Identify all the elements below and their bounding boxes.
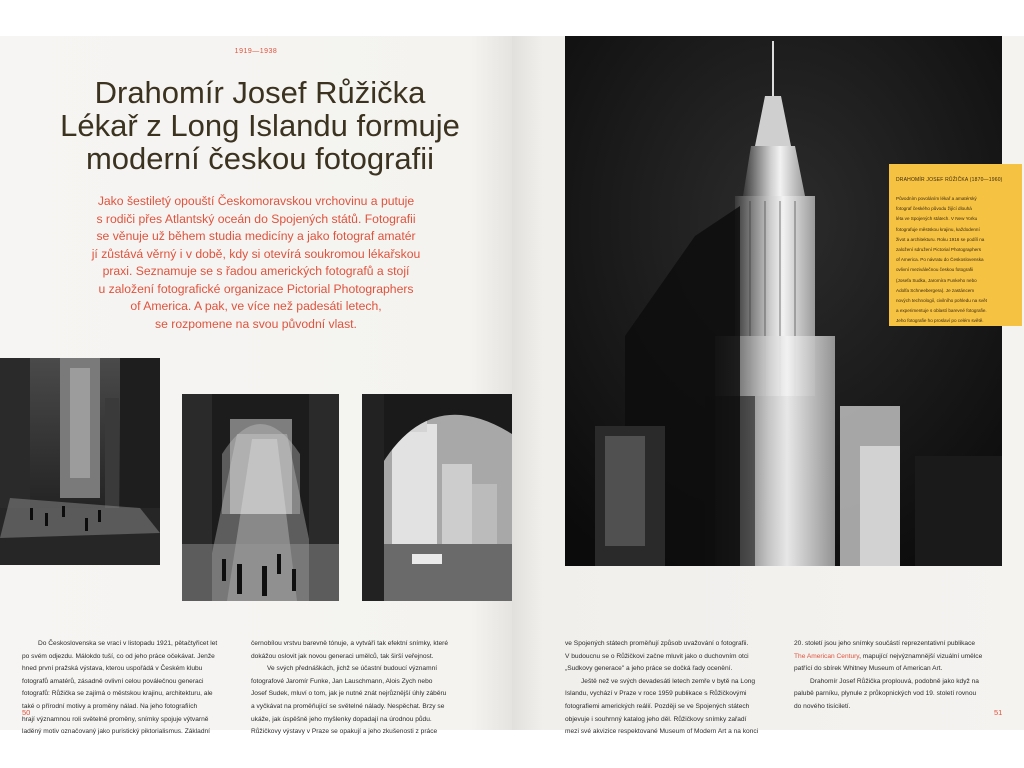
sidebar-line: ovlivní meziválečnou českou fotografii [896,267,974,273]
headline-line: Lékař z Long Islandu formuje [60,108,460,143]
body-line [794,651,1006,664]
body-line: Ve svých přednáškách, jichž se účastní budoucí významní [267,665,438,673]
sidebar-line: život a architekturu. Roku 1916 se podílí na [896,236,985,242]
body-line: Drahomír Josef Růžička proplouvá, podobně jako když na [810,677,979,685]
publication-title-link: The American Century [794,652,860,660]
body-line: palubě parníku, plynule z průkopnických vod 19. století rovnou [794,690,977,698]
lead-line: s rodiči přes Atlantský oceán do Spojených států. Fotografii [96,211,416,226]
bio-sidebar-box [889,164,1022,326]
sidebar-text [896,194,987,327]
page-number-right: 51 [994,708,1003,717]
sidebar-line: fotograf českého původu žijící dlouhá [896,206,972,212]
left-page [0,36,512,736]
body-line: mezi své akvizice respektované Museum of Modern Art a na konci [565,728,759,736]
lead-line: u založení fotografické organizace Pictorial Photographers [98,281,414,296]
body-line: ve Spojených státech proměňují způsob uvažování o fotografii. [565,640,749,647]
sidebar-title: DRAHOMÍR JOSEF RŮŽIČKA (1870—1960) [896,177,1003,183]
sidebar-line: Původním povoláním lékař a amatérský [896,196,977,201]
sidebar-line: (Josefa Sudka, Jaromíra Funkeho nebo [896,277,977,283]
body-line: laděný motiv označovaný jako puristický piktorialismus. Základní [22,728,211,736]
sidebar-line: of America. Po návratu do Československa [896,257,984,263]
sidebar-line: fotografuje městskou krajinu, každodenní [896,226,980,232]
body-line: dokážou oslovit jak novou generaci umělců, tak širší veřejnost. [251,652,434,660]
body-line: fotografů amatérů, zásadně ovlivní celou poválečnou generaci [22,677,204,685]
body-line: ukáže, jak úspěšně jeho myšlenky dopadají na úrodnou půdu. [251,715,432,723]
lead-line: praxi. Seznamuje se s řadou amerických fotografů a stojí [102,264,410,278]
body-line: „Sudkovy generace" a jeho práce se dočká řady ocenění. [565,665,733,673]
lead-line: se rozpomene na svou původní vlast. [155,316,357,331]
body-line: hned první pražská výstava, kterou uspořádá v Českém klubu [22,665,203,673]
right-page [512,36,1024,736]
body-line: patřící do sbírek Whitney Museum of American Art. [794,665,943,673]
body-line: V budoucnu se o Růžičkovi začne mluvit jako o duchovním otci [565,652,749,660]
page-kicker: 1919—1938 [234,48,278,55]
body-line: Islandu, vychází v Praze v roce 1959 publikace s Růžičkovými [565,690,747,698]
lead-paragraph [64,193,448,333]
headline [30,76,490,175]
photo-station-interior [0,358,160,565]
lead-line: Jako šestiletý opouští Českomoravskou vrchovinu a putuje [97,194,415,208]
body-line: hrají významnou roli světelné proměny, snímky spojuje výtvarně [22,715,209,723]
body-line: fotografové Jaromír Funke, Jan Lauschmann, Alois Zych nebo [251,677,433,685]
lead-line: se věnuje už během studia medicíny a jako fotograf amatér [96,229,416,243]
sidebar-line: a experimentuje s oblastí barevné fotografie. [896,308,987,314]
lead-line: of America. A pak, ve více než padesáti letech, [130,299,382,313]
body-line: fotografů: Růžička se zajímá o městskou krajinu, architekturu, ale [22,690,213,698]
body-line: černobílou vrstvu barevně tónuje, a vytváří tak efektní snímky, které [251,640,449,647]
body-line: Růžičkovy výstavy v Praze se opakují a jeho zkušenosti z práce [251,728,438,736]
sidebar-line: nových technologií, civilního pohledu na svět [896,298,987,304]
body-line: také o přírodní motivy a proměny nálad. Na jeho fotografiích [22,702,198,710]
body-column-2 [251,638,463,739]
sidebar-line: založení sdružení Pictorial Photographers [896,247,982,253]
sidebar-line: Jeho fotografie ho proslaví po celém světě. [896,318,984,324]
headline-line: moderní českou fotografii [85,141,435,176]
body-line: 20. století jsou jeho snímky součástí reprezentativní publikace [794,640,976,647]
sidebar-line: Adolfa Schneebergera). Je zastáncem [896,287,975,293]
body-line: a vyčkávat na proměňující se světelné nálady. Nespěchat. Brzy se [251,702,445,710]
body-text-fragment: , mapující nejvýznamnější vizuální umělce [859,652,983,660]
body-line: Ještě než ve svých devadesáti letech zemře v bytě na Long [581,677,756,685]
headline-line: Drahomír Josef Růžička [94,75,426,110]
page-number-left: 50 [22,708,31,717]
body-line: Josef Sudek, mluví o tom, jak je nutné znát nejrůznější úhly záběru [251,690,447,698]
body-column-4 [794,638,1006,714]
body-line: objevuje i souhrnný katalog jeho děl. Růžičkovy snímky zařadí [565,715,747,723]
body-column-1 [22,638,230,739]
magazine-spread [0,36,1024,736]
photo-skyscraper-arch [362,394,512,601]
body-line: po svém odjezdu. Málokdo tuší, co od jeho práce očekávat. Jenže [22,652,215,660]
body-line: Do Československa se vrací v listopadu 1921, pětačtyřicet let [38,640,218,647]
lead-line: jí zůstává věrný i v době, kdy si otevírá soukromou lékařskou [91,246,421,261]
sidebar-line: léta ve Spojených státech. V New Yorku [896,216,978,222]
photo-light-beams [182,394,339,601]
body-line: do nového tisíciletí. [794,702,851,710]
body-column-3 [565,638,777,739]
body-line: fotografiemi amerických reálií. Později se ve Spojených státech [565,702,750,710]
